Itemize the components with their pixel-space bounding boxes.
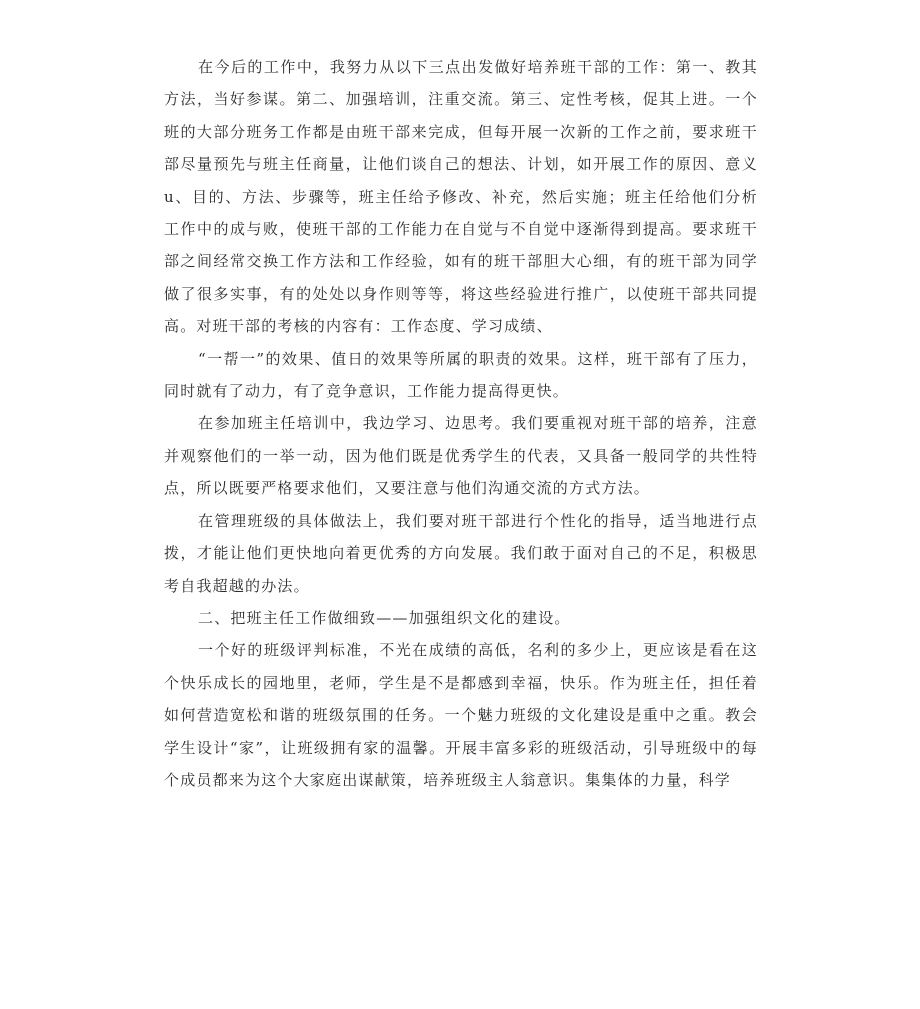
- paragraph-2: “一帮一”的效果、值日的效果等所属的职责的效果。这样，班干部有了压力，同时就有了动力，有了竞争意识，工作能力提高得更快。: [164, 349, 758, 401]
- document-body: [164, 51, 758, 796]
- paragraph-1: 在今后的工作中，我努力从以下三点出发做好培养班干部的工作：第一、教其方法，当好参谋。第二、加强培训，注重交流。第三、定性考核，促其上进。一个班的大部分班务工作都是由班干部来完成，但每开展一次新的工作之前，要求班干部尽量预先与班主任商量，让他们谈自己的想法、计划，如开展工作的原因、意义u、目的、方法、步骤等，班主任给予修改、补充，然后实施；班主任给他们分析工作中的成与败，使班干部的工作能力在自觉与不自觉中逐渐得到提高。要求班干部之间经常交换工作方法和工作经验，如有的班干部胆大心细，有的班干部为同学做了很多实事，有的处处以身作则等等，将这些经验进行推广，以使班干部共同提高。对班干部的考核的内容有：工作态度、学习成绩、: [164, 58, 758, 336]
- paragraph-4: 在管理班级的具体做法上，我们要对班干部进行个性化的指导，适当地进行点拨，才能让他们更快地向着更优秀的方向发展。我们敢于面对自己的不足，积极思考自我超越的办法。: [164, 511, 758, 595]
- paragraph-3: 在参加班主任培训中，我边学习、边思考。我们要重视对班干部的培养，注意并观察他们的一举一动，因为他们既是优秀学生的代表，又具备一般同学的共性特点，所以既要严格要求他们，又要注意与他们沟通交流的方式方法。: [164, 414, 758, 498]
- paragraph-5: 一个好的班级评判标准，不光在成绩的高低，名利的多少上，更应该是看在这个快乐成长的园地里，老师，学生是不是都感到幸福，快乐。作为班主任，担任着如何营造宽松和谐的班级氛围的任务。一个魅力班级的文化建设是重中之重。教会学生设计“家”，让班级拥有家的温馨。开展丰富多彩的班级活动，引导班级中的每个成员都来为这个大家庭出谋献策，培养班级主人翁意识。集集体的力量，科学: [164, 641, 758, 789]
- section-heading: 二、把班主任工作做细致——加强组织文化的建设。: [198, 608, 571, 627]
